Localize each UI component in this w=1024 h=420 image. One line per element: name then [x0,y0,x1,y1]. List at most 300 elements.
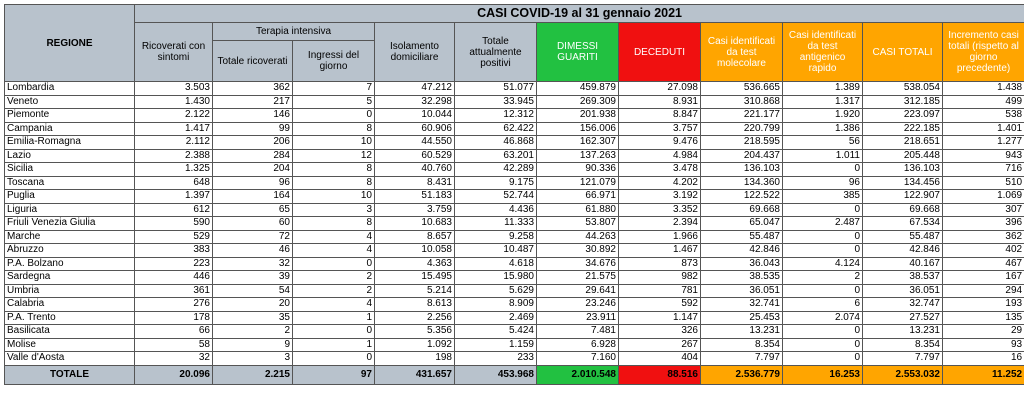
table-row [5,311,1024,325]
region-name: P.A. Trento [5,311,135,325]
cell-icu-total: 72 [213,230,293,244]
cell-currently-positive: 8.909 [455,298,537,312]
cell-icu-new: 0 [293,352,375,366]
cell-icu-new: 3 [293,203,375,217]
cell-total-cases: 7.797 [863,352,943,366]
table-row [5,203,1024,217]
cell-increase: 1.438 [943,82,1024,96]
cell-rapid-cases: 1.920 [783,109,863,123]
cell-increase: 167 [943,271,1024,285]
region-name: Abruzzo [5,244,135,258]
cell-currently-positive: 2.469 [455,311,537,325]
cell-total-cases: 36.051 [863,284,943,298]
cell-currently-positive: 1.159 [455,338,537,352]
total-hospitalized: 20.096 [135,365,213,384]
cell-recovered: 7.160 [537,352,619,366]
cell-icu-total: 99 [213,122,293,136]
cell-home-isolation: 51.183 [375,190,455,204]
cell-rapid-cases: 0 [783,325,863,339]
cell-molecular-cases: 8.354 [701,338,783,352]
header-icu-group: Terapia intensiva [213,23,375,41]
total-deaths: 88.516 [619,365,701,384]
total-rapid: 16.253 [783,365,863,384]
cell-icu-new: 4 [293,244,375,258]
cell-icu-new: 8 [293,163,375,177]
cell-hospitalized: 2.112 [135,136,213,150]
cell-currently-positive: 46.868 [455,136,537,150]
cell-home-isolation: 5.214 [375,284,455,298]
cell-total-cases: 8.354 [863,338,943,352]
table-row [5,136,1024,150]
cell-hospitalized: 2.122 [135,109,213,123]
cell-increase: 16 [943,352,1024,366]
cell-icu-total: 284 [213,149,293,163]
cell-molecular-cases: 32.741 [701,298,783,312]
table-row [5,230,1024,244]
covid-cases-table [4,4,1024,385]
cell-recovered: 156.006 [537,122,619,136]
cell-molecular-cases: 218.595 [701,136,783,150]
cell-rapid-cases: 1.011 [783,149,863,163]
cell-deaths: 8.847 [619,109,701,123]
cell-recovered: 34.676 [537,257,619,271]
cell-icu-new: 4 [293,298,375,312]
header-currently-positive: Totale attualmente positivi [455,23,537,82]
cell-currently-positive: 10.487 [455,244,537,258]
cell-molecular-cases: 25.453 [701,311,783,325]
region-name: Campania [5,122,135,136]
cell-hospitalized: 612 [135,203,213,217]
cell-icu-total: 3 [213,352,293,366]
table-row [5,271,1024,285]
cell-icu-total: 204 [213,163,293,177]
cell-total-cases: 40.167 [863,257,943,271]
cell-hospitalized: 2.388 [135,149,213,163]
cell-increase: 362 [943,230,1024,244]
cell-increase: 538 [943,109,1024,123]
header-hospitalized: Ricoverati con sintomi [135,23,213,82]
cell-recovered: 201.938 [537,109,619,123]
cell-deaths: 3.192 [619,190,701,204]
region-name: Sardegna [5,271,135,285]
cell-deaths: 781 [619,284,701,298]
cell-recovered: 66.971 [537,190,619,204]
total-molecular: 2.536.779 [701,365,783,384]
cell-hospitalized: 446 [135,271,213,285]
cell-increase: 193 [943,298,1024,312]
cell-deaths: 1.467 [619,244,701,258]
cell-icu-total: 60 [213,217,293,231]
table-row [5,217,1024,231]
cell-hospitalized: 1.325 [135,163,213,177]
cell-total-cases: 13.231 [863,325,943,339]
table-row [5,163,1024,177]
cell-molecular-cases: 122.522 [701,190,783,204]
cell-molecular-cases: 134.360 [701,176,783,190]
cell-deaths: 982 [619,271,701,285]
cell-recovered: 21.575 [537,271,619,285]
header-region: REGIONE [5,5,135,82]
cell-increase: 943 [943,149,1024,163]
cell-molecular-cases: 36.043 [701,257,783,271]
cell-icu-total: 39 [213,271,293,285]
cell-currently-positive: 4.436 [455,203,537,217]
cell-recovered: 23.911 [537,311,619,325]
cell-rapid-cases: 0 [783,163,863,177]
cell-rapid-cases: 1.317 [783,95,863,109]
cell-currently-positive: 11.333 [455,217,537,231]
cell-hospitalized: 1.397 [135,190,213,204]
cell-currently-positive: 33.945 [455,95,537,109]
cell-icu-total: 9 [213,338,293,352]
cell-icu-total: 35 [213,311,293,325]
header-icu-total: Totale ricoverati [213,41,293,82]
table-row [5,257,1024,271]
cell-home-isolation: 10.058 [375,244,455,258]
cell-rapid-cases: 1.389 [783,82,863,96]
cell-molecular-cases: 204.437 [701,149,783,163]
total-home-isolation: 431.657 [375,365,455,384]
cell-hospitalized: 32 [135,352,213,366]
cell-deaths: 1.966 [619,230,701,244]
table-row [5,82,1024,96]
cell-rapid-cases: 2 [783,271,863,285]
region-name: Veneto [5,95,135,109]
cell-rapid-cases: 0 [783,230,863,244]
totals-label: TOTALE [5,365,135,384]
cell-deaths: 4.202 [619,176,701,190]
cell-rapid-cases: 56 [783,136,863,150]
table-row [5,190,1024,204]
cell-molecular-cases: 36.051 [701,284,783,298]
cell-rapid-cases: 96 [783,176,863,190]
cell-currently-positive: 233 [455,352,537,366]
table-row [5,244,1024,258]
cell-deaths: 873 [619,257,701,271]
cell-hospitalized: 223 [135,257,213,271]
cell-rapid-cases: 2.074 [783,311,863,325]
cell-deaths: 3.478 [619,163,701,177]
cell-hospitalized: 58 [135,338,213,352]
cell-recovered: 29.641 [537,284,619,298]
cell-currently-positive: 62.422 [455,122,537,136]
cell-icu-new: 7 [293,82,375,96]
total-increase: 11.252 [943,365,1024,384]
cell-home-isolation: 60.529 [375,149,455,163]
cell-increase: 307 [943,203,1024,217]
total-recovered: 2.010.548 [537,365,619,384]
cell-home-isolation: 40.760 [375,163,455,177]
total-currently-positive: 453.968 [455,365,537,384]
header-deaths: DECEDUTI [619,23,701,82]
cell-total-cases: 218.651 [863,136,943,150]
cell-icu-total: 96 [213,176,293,190]
cell-deaths: 267 [619,338,701,352]
cell-increase: 1.277 [943,136,1024,150]
table-row [5,298,1024,312]
cell-icu-new: 8 [293,176,375,190]
header-home-isolation: Isolamento domiciliare [375,23,455,82]
cell-icu-total: 217 [213,95,293,109]
cell-home-isolation: 1.092 [375,338,455,352]
cell-recovered: 121.079 [537,176,619,190]
cell-total-cases: 67.534 [863,217,943,231]
cell-total-cases: 42.846 [863,244,943,258]
cell-currently-positive: 42.289 [455,163,537,177]
cell-icu-total: 362 [213,82,293,96]
cell-deaths: 1.147 [619,311,701,325]
cell-total-cases: 222.185 [863,122,943,136]
cell-currently-positive: 5.424 [455,325,537,339]
cell-rapid-cases: 6 [783,298,863,312]
cell-deaths: 4.984 [619,149,701,163]
cell-icu-new: 10 [293,190,375,204]
region-name: Marche [5,230,135,244]
cell-icu-total: 20 [213,298,293,312]
cell-currently-positive: 12.312 [455,109,537,123]
cell-molecular-cases: 221.177 [701,109,783,123]
cell-recovered: 30.892 [537,244,619,258]
cell-increase: 467 [943,257,1024,271]
cell-hospitalized: 590 [135,217,213,231]
cell-icu-new: 0 [293,325,375,339]
region-name: Emilia-Romagna [5,136,135,150]
region-name: Liguria [5,203,135,217]
cell-home-isolation: 32.298 [375,95,455,109]
cell-molecular-cases: 69.668 [701,203,783,217]
cell-total-cases: 38.537 [863,271,943,285]
cell-total-cases: 136.103 [863,163,943,177]
cell-total-cases: 32.747 [863,298,943,312]
cell-recovered: 23.246 [537,298,619,312]
cell-icu-total: 46 [213,244,293,258]
cell-rapid-cases: 1.386 [783,122,863,136]
cell-home-isolation: 8.431 [375,176,455,190]
cell-increase: 402 [943,244,1024,258]
cell-home-isolation: 4.363 [375,257,455,271]
cell-recovered: 61.880 [537,203,619,217]
cell-icu-new: 5 [293,95,375,109]
cell-deaths: 326 [619,325,701,339]
cell-currently-positive: 52.744 [455,190,537,204]
cell-icu-new: 4 [293,230,375,244]
cell-home-isolation: 44.550 [375,136,455,150]
cell-total-cases: 223.097 [863,109,943,123]
cell-icu-total: 146 [213,109,293,123]
cell-deaths: 27.098 [619,82,701,96]
region-name: Lombardia [5,82,135,96]
cell-icu-new: 2 [293,284,375,298]
header-molecular-cases: Casi identificati da test molecolare [701,23,783,82]
region-name: Puglia [5,190,135,204]
region-name: P.A. Bolzano [5,257,135,271]
cell-increase: 1.069 [943,190,1024,204]
table-row [5,109,1024,123]
total-icu: 2.215 [213,365,293,384]
covid-table-container [4,4,1024,385]
cell-hospitalized: 361 [135,284,213,298]
cell-rapid-cases: 0 [783,338,863,352]
cell-currently-positive: 9.258 [455,230,537,244]
cell-hospitalized: 3.503 [135,82,213,96]
table-row [5,352,1024,366]
cell-hospitalized: 1.417 [135,122,213,136]
region-name: Calabria [5,298,135,312]
cell-home-isolation: 198 [375,352,455,366]
cell-recovered: 269.309 [537,95,619,109]
cell-increase: 1.401 [943,122,1024,136]
cell-deaths: 3.352 [619,203,701,217]
cell-recovered: 459.879 [537,82,619,96]
region-name: Sicilia [5,163,135,177]
cell-total-cases: 55.487 [863,230,943,244]
table-row [5,149,1024,163]
cell-rapid-cases: 385 [783,190,863,204]
table-title: CASI COVID-19 al 31 gennaio 2021 [135,5,1024,23]
cell-currently-positive: 9.175 [455,176,537,190]
cell-deaths: 2.394 [619,217,701,231]
cell-home-isolation: 8.657 [375,230,455,244]
cell-molecular-cases: 310.868 [701,95,783,109]
cell-increase: 396 [943,217,1024,231]
table-row [5,325,1024,339]
cell-recovered: 44.263 [537,230,619,244]
cell-currently-positive: 5.629 [455,284,537,298]
cell-molecular-cases: 13.231 [701,325,783,339]
cell-hospitalized: 383 [135,244,213,258]
cell-hospitalized: 648 [135,176,213,190]
cell-home-isolation: 47.212 [375,82,455,96]
cell-rapid-cases: 2.487 [783,217,863,231]
cell-currently-positive: 4.618 [455,257,537,271]
cell-icu-total: 32 [213,257,293,271]
region-name: Piemonte [5,109,135,123]
cell-deaths: 8.931 [619,95,701,109]
table-row [5,122,1024,136]
cell-rapid-cases: 0 [783,284,863,298]
cell-molecular-cases: 38.535 [701,271,783,285]
cell-home-isolation: 60.906 [375,122,455,136]
cell-currently-positive: 51.077 [455,82,537,96]
cell-icu-total: 206 [213,136,293,150]
cell-home-isolation: 5.356 [375,325,455,339]
cell-recovered: 137.263 [537,149,619,163]
table-row [5,95,1024,109]
cell-rapid-cases: 0 [783,203,863,217]
cell-hospitalized: 529 [135,230,213,244]
cell-icu-new: 0 [293,257,375,271]
cell-hospitalized: 66 [135,325,213,339]
table-body [5,82,1024,366]
cell-recovered: 7.481 [537,325,619,339]
header-total-cases: CASI TOTALI [863,23,943,82]
region-name: Molise [5,338,135,352]
cell-icu-total: 65 [213,203,293,217]
cell-icu-new: 2 [293,271,375,285]
cell-rapid-cases: 0 [783,244,863,258]
table-row [5,176,1024,190]
cell-icu-new: 1 [293,311,375,325]
cell-icu-total: 2 [213,325,293,339]
cell-icu-total: 54 [213,284,293,298]
cell-increase: 93 [943,338,1024,352]
cell-recovered: 90.336 [537,163,619,177]
cell-deaths: 3.757 [619,122,701,136]
cell-increase: 716 [943,163,1024,177]
cell-molecular-cases: 136.103 [701,163,783,177]
region-name: Friuli Venezia Giulia [5,217,135,231]
cell-hospitalized: 178 [135,311,213,325]
cell-home-isolation: 15.495 [375,271,455,285]
cell-increase: 510 [943,176,1024,190]
region-name: Lazio [5,149,135,163]
cell-total-cases: 205.448 [863,149,943,163]
cell-icu-new: 0 [293,109,375,123]
cell-increase: 135 [943,311,1024,325]
cell-recovered: 162.307 [537,136,619,150]
cell-icu-new: 8 [293,122,375,136]
header-recovered: DIMESSI GUARITI [537,23,619,82]
cell-total-cases: 538.054 [863,82,943,96]
cell-icu-new: 1 [293,338,375,352]
cell-total-cases: 122.907 [863,190,943,204]
cell-recovered: 53.807 [537,217,619,231]
totals-row [5,365,1024,384]
region-name: Basilicata [5,325,135,339]
cell-increase: 499 [943,95,1024,109]
cell-home-isolation: 8.613 [375,298,455,312]
region-name: Umbria [5,284,135,298]
cell-hospitalized: 276 [135,298,213,312]
cell-molecular-cases: 536.665 [701,82,783,96]
cell-home-isolation: 3.759 [375,203,455,217]
cell-currently-positive: 15.980 [455,271,537,285]
cell-home-isolation: 10.683 [375,217,455,231]
cell-molecular-cases: 220.799 [701,122,783,136]
cell-increase: 294 [943,284,1024,298]
cell-home-isolation: 10.044 [375,109,455,123]
total-icu-new: 97 [293,365,375,384]
cell-total-cases: 134.456 [863,176,943,190]
cell-molecular-cases: 55.487 [701,230,783,244]
cell-home-isolation: 2.256 [375,311,455,325]
table-row [5,338,1024,352]
cell-icu-new: 10 [293,136,375,150]
cell-total-cases: 27.527 [863,311,943,325]
cell-icu-new: 12 [293,149,375,163]
cell-icu-new: 8 [293,217,375,231]
cell-deaths: 9.476 [619,136,701,150]
header-increase: Incremento casi totali (rispetto al giorno precedente) [943,23,1024,82]
cell-total-cases: 69.668 [863,203,943,217]
cell-hospitalized: 1.430 [135,95,213,109]
cell-rapid-cases: 4.124 [783,257,863,271]
cell-currently-positive: 63.201 [455,149,537,163]
cell-molecular-cases: 65.047 [701,217,783,231]
cell-total-cases: 312.185 [863,95,943,109]
region-name: Toscana [5,176,135,190]
cell-increase: 29 [943,325,1024,339]
cell-molecular-cases: 7.797 [701,352,783,366]
header-icu-new: Ingressi del giorno [293,41,375,82]
cell-molecular-cases: 42.846 [701,244,783,258]
cell-rapid-cases: 0 [783,352,863,366]
cell-recovered: 6.928 [537,338,619,352]
cell-deaths: 404 [619,352,701,366]
cell-icu-total: 164 [213,190,293,204]
table-row [5,284,1024,298]
total-cases: 2.553.032 [863,365,943,384]
